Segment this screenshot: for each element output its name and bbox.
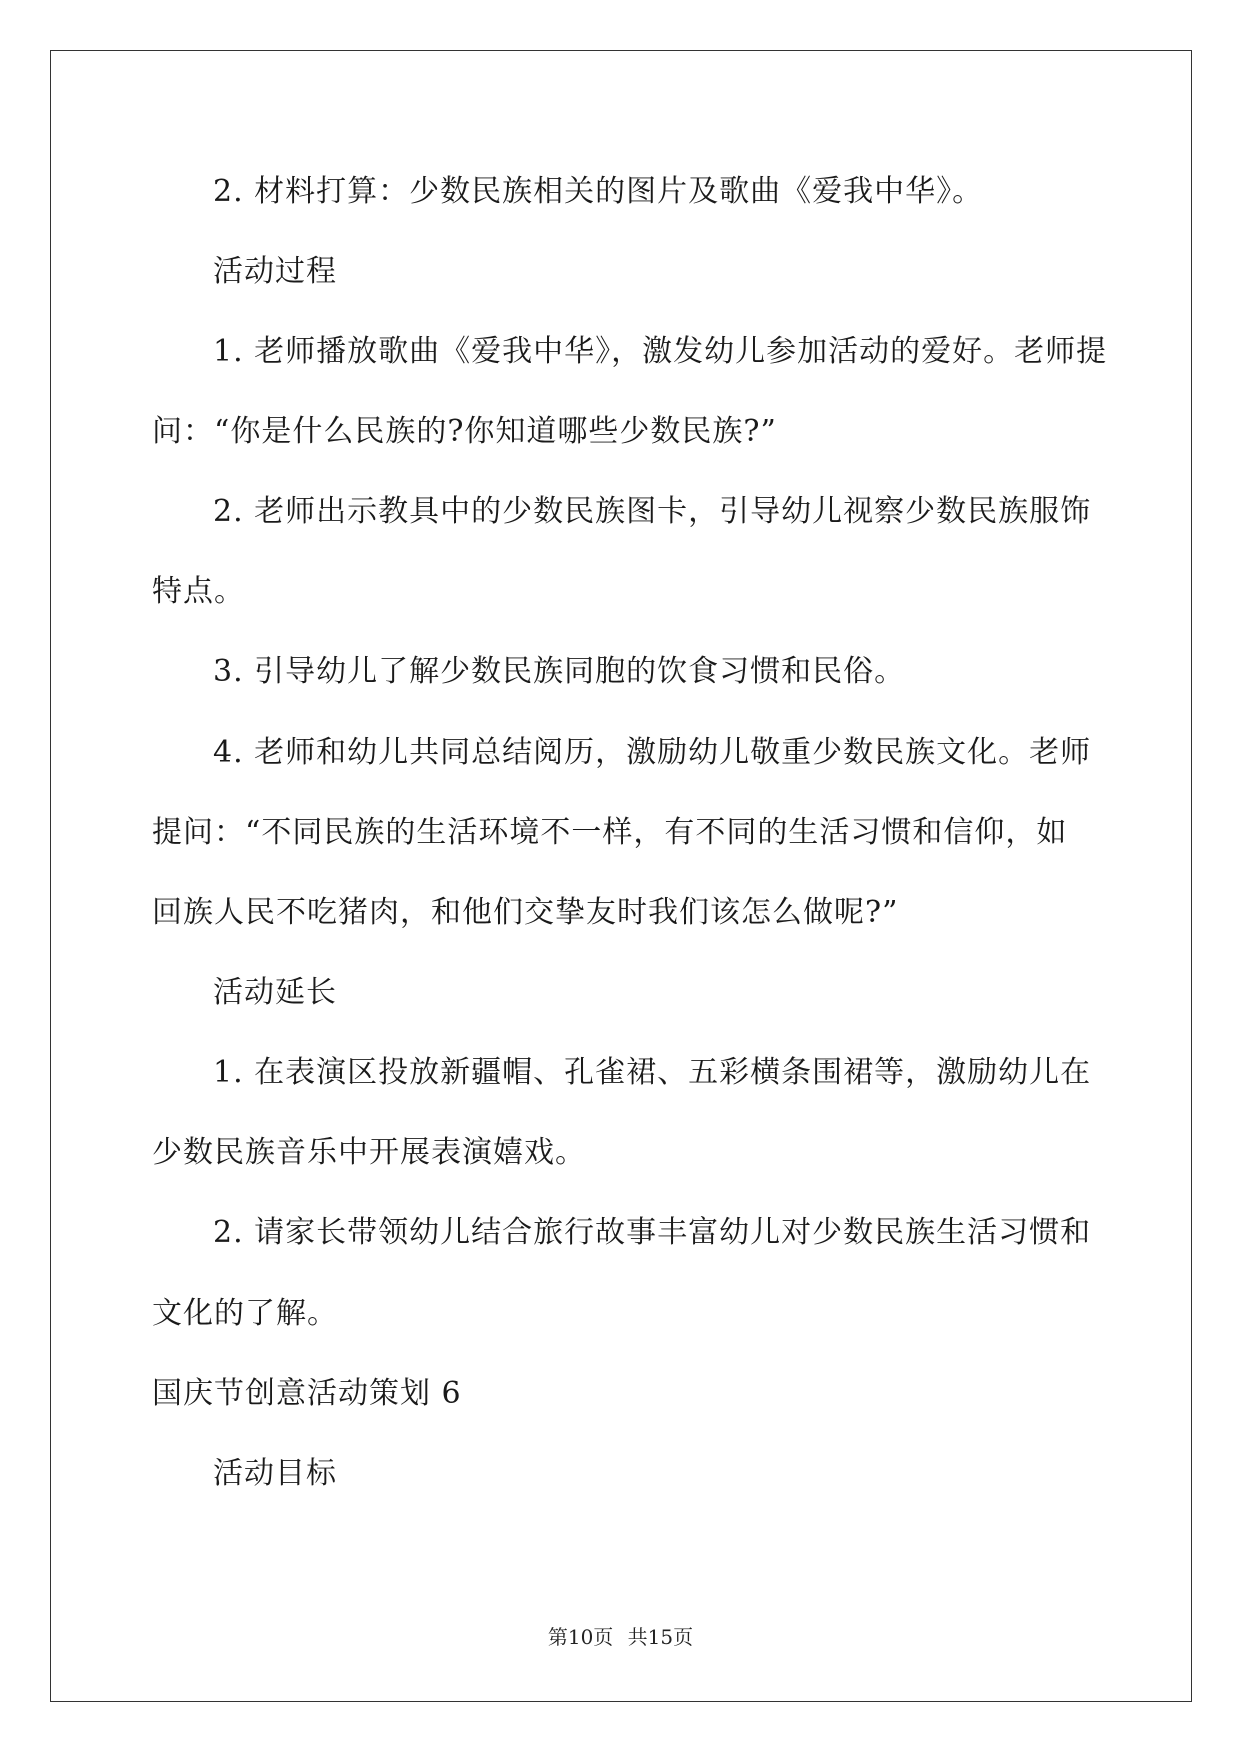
heading-activity-goals: 活动目标 (213, 1456, 337, 1491)
paragraph-step-4-cont-2: 回族人民不吃猪肉，和他们交挚友时我们该怎么做呢?” (152, 895, 899, 930)
paragraph-extension-2: 2. 请家长带领幼儿结合旅行故事丰富幼儿对少数民族生活习惯和 (213, 1215, 1092, 1250)
paragraph-extension-1-cont: 少数民族音乐中开展表演嬉戏。 (152, 1135, 586, 1170)
paragraph-step-4: 4. 老师和幼儿共同总结阅历，激励幼儿敬重少数民族文化。老师 (213, 735, 1092, 770)
paragraph-step-1: 1. 老师播放歌曲《爱我中华》，激发幼儿参加活动的爱好。老师提 (213, 334, 1108, 369)
page-number: 第10页 (547, 1625, 614, 1649)
page-total: 共15页 (627, 1625, 694, 1649)
heading-activity-process: 活动过程 (213, 254, 337, 289)
paragraph-step-1-cont: 问：“你是什么民族的?你知道哪些少数民族?” (152, 414, 777, 449)
paragraph-materials: 2. 材料打算：少数民族相关的图片及歌曲《爱我中华》。 (213, 174, 984, 209)
paragraph-step-2-cont: 特点。 (152, 574, 245, 609)
page-footer (0, 1624, 1241, 1650)
paragraph-step-4-cont-1: 提问：“不同民族的生活环境不一样，有不同的生活习惯和信仰，如 (152, 815, 1068, 850)
paragraph-extension-1: 1. 在表演区投放新疆帽、孔雀裙、五彩横条围裙等，激励幼儿在 (213, 1055, 1092, 1090)
paragraph-step-2: 2. 老师出示教具中的少数民族图卡，引导幼儿视察少数民族服饰 (213, 494, 1092, 529)
section-title: 国庆节创意活动策划 6 (152, 1376, 462, 1411)
heading-activity-extension: 活动延长 (213, 975, 337, 1010)
paragraph-step-3: 3. 引导幼儿了解少数民族同胞的饮食习惯和民俗。 (213, 654, 906, 689)
paragraph-extension-2-cont: 文化的了解。 (152, 1296, 338, 1331)
